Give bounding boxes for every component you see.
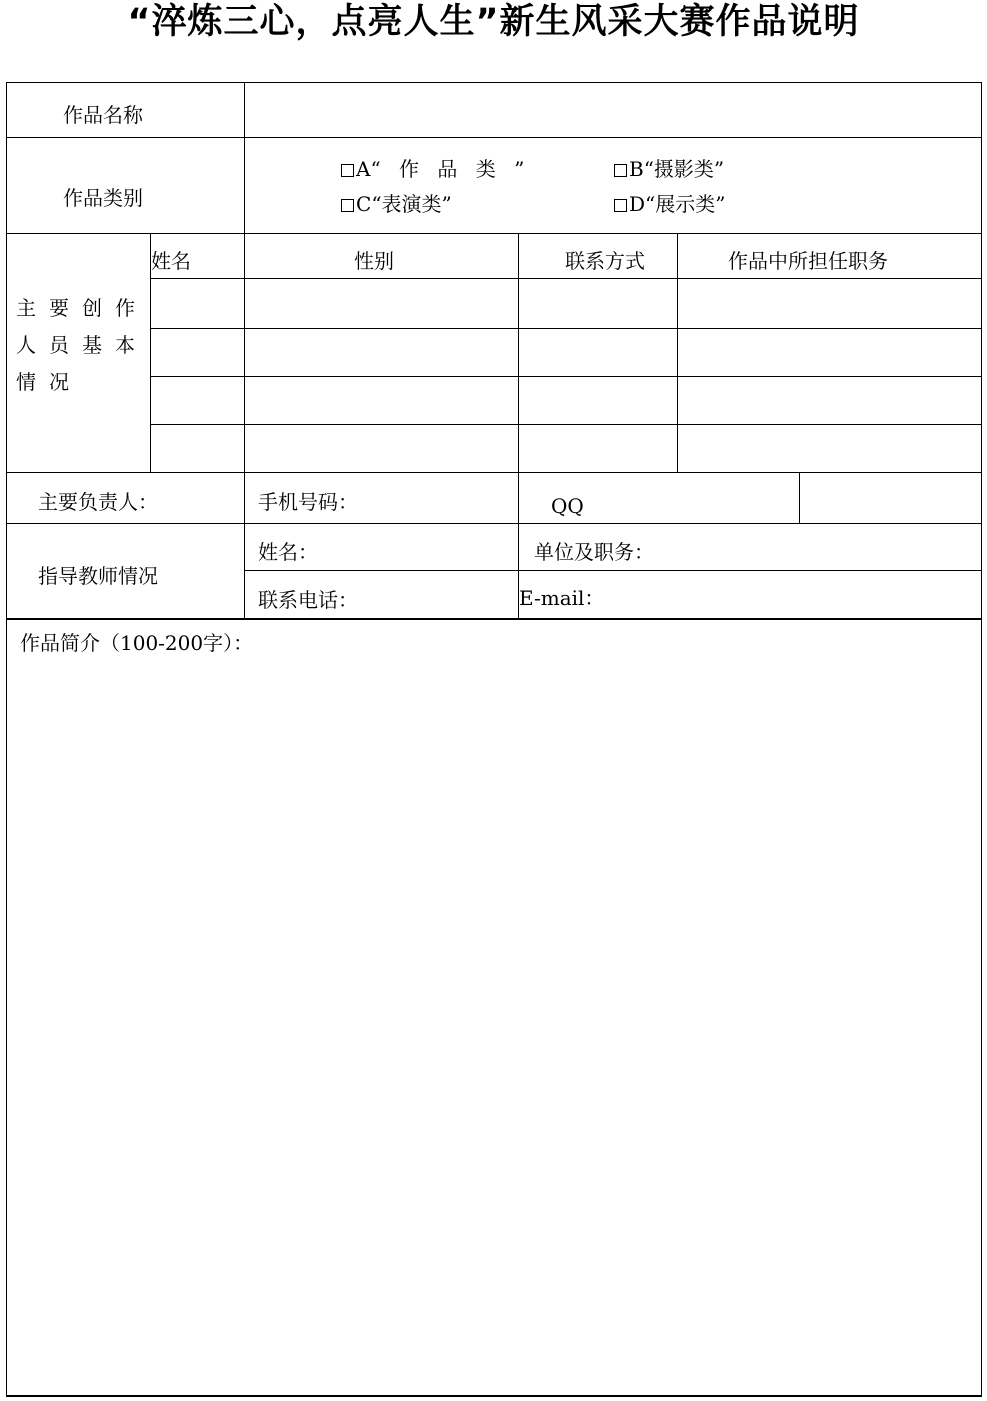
advisor-email-label: E-mail： [519,586,605,610]
advisor-unit-label: 单位及职务： [534,540,654,564]
header-gender: 性别 [354,249,394,273]
document-title: “淬炼三心，点亮人生”新生风采大赛作品说明 [127,2,860,42]
checkbox-icon[interactable] [614,199,627,212]
work-category-label: 作品类别 [63,186,143,210]
category-label: “ 作 品 类 ” [370,157,531,181]
creator-row-2[interactable] [151,329,981,375]
category-code: B [629,157,644,181]
category-label: “摄影类” [643,157,725,181]
qq-field[interactable] [800,473,980,522]
category-code: A [356,157,371,181]
category-label: “表演类” [371,192,452,216]
intro-label: 作品简介（100-200字）： [20,631,254,655]
creator-row-1[interactable] [151,279,981,327]
category-option-b[interactable] [614,157,724,181]
work-name-field[interactable] [246,84,980,136]
header-role: 作品中所担任职务 [728,249,888,273]
advisor-phone-label: 联系电话： [258,588,358,612]
category-code: D [629,192,646,216]
checkbox-icon[interactable] [341,164,354,177]
phone-label: 手机号码： [258,490,358,514]
header-contact: 联系方式 [565,249,645,273]
category-option-c[interactable] [341,192,452,216]
intro-field[interactable] [8,660,980,1393]
qq-label: QQ [551,494,584,518]
work-name-label: 作品名称 [63,103,143,127]
checkbox-icon[interactable] [341,199,354,212]
category-option-d[interactable] [614,192,726,216]
category-option-a[interactable] [341,157,530,181]
creator-row-4[interactable] [151,425,981,471]
creators-label: 主要创作人员基本情况 [16,296,148,394]
lead-label: 主要负责人： [38,490,158,514]
category-label: “展示类” [645,192,726,216]
header-name: 姓名 [151,249,191,273]
checkbox-icon[interactable] [614,164,627,177]
category-code: C [356,192,372,216]
advisor-label: 指导教师情况 [38,564,158,588]
advisor-name-label: 姓名： [258,540,318,564]
creator-row-3[interactable] [151,377,981,423]
